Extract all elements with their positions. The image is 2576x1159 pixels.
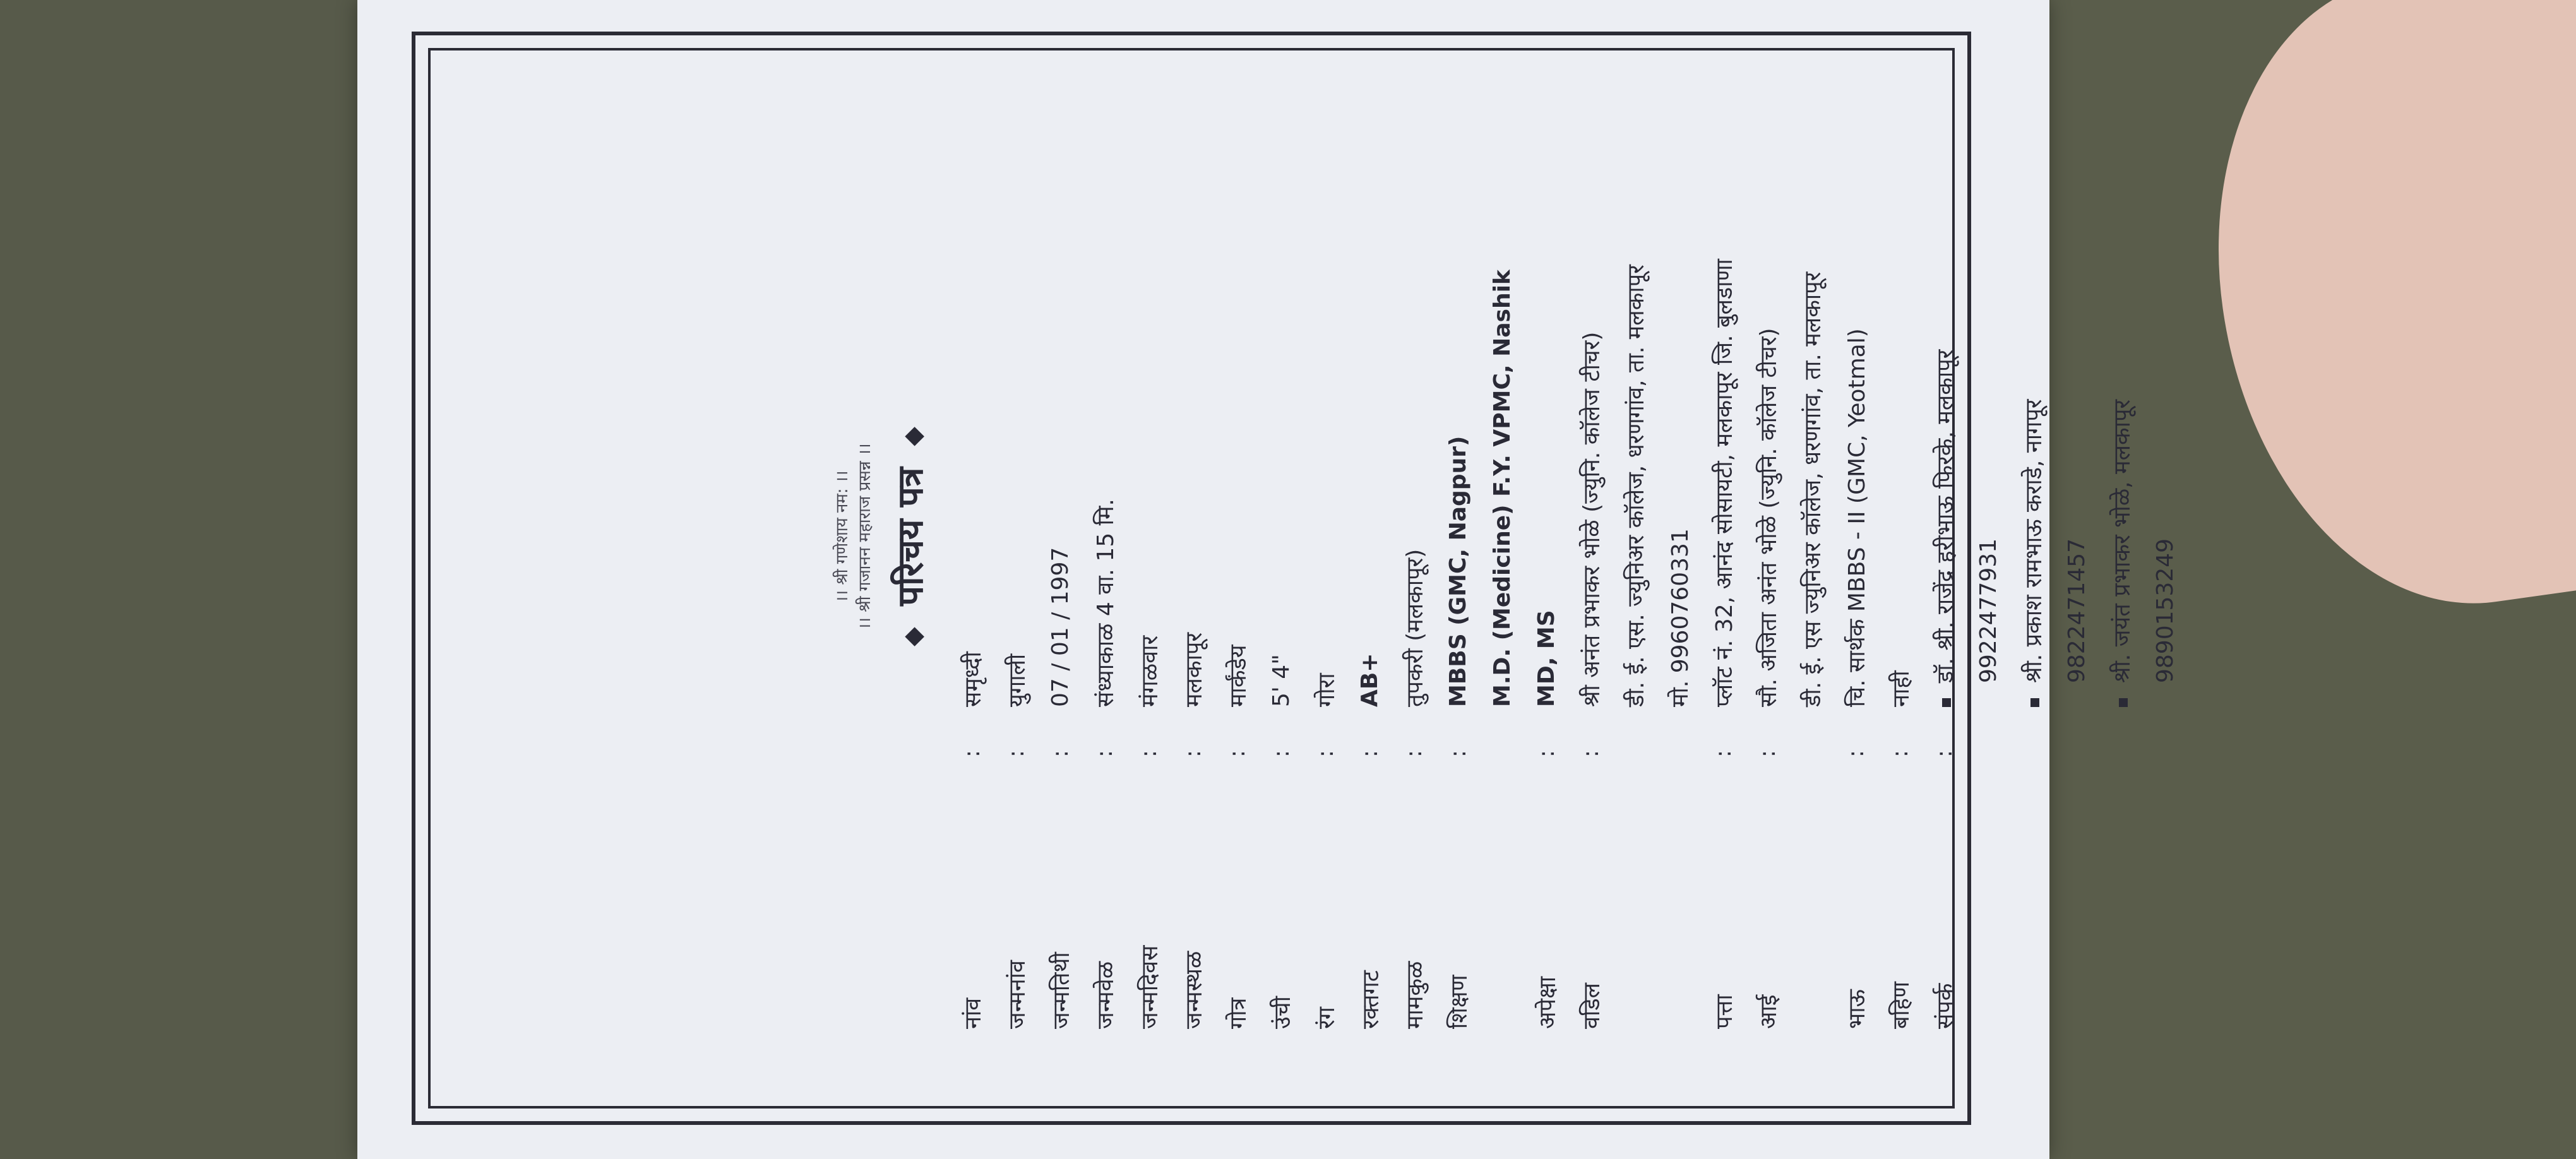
cloth-background-left: [0, 0, 379, 1159]
field-colon: :: [958, 749, 985, 758]
biodata-fields: [950, 0, 2187, 1029]
field-label: वडिल: [1578, 982, 1605, 1029]
field-colon: :: [1931, 749, 1957, 758]
field-colon: :: [1312, 749, 1339, 758]
field-value: मलकापूर: [1181, 632, 1207, 707]
field-value: MD, MS: [1533, 610, 1559, 707]
field-father-line2: [1613, 0, 1657, 1029]
title-text: परिचय पत्र: [890, 467, 931, 606]
field-colon: :: [1003, 749, 1029, 758]
field-value: चि. सार्थक MBBS - II (GMC, Yeotmal): [1844, 328, 1870, 707]
field-label: नांव: [960, 997, 986, 1029]
field-colon: :: [1268, 749, 1294, 758]
diamond-icon: ◆: [898, 427, 927, 446]
field-value: मंगळवार: [1136, 635, 1163, 707]
field-birth-time: [1082, 0, 1126, 1029]
contact-phone: 9822471457: [2063, 538, 2090, 683]
field-birth-date: [1038, 0, 1082, 1029]
field-colon: :: [1135, 749, 1162, 758]
field-label: रक्तगट: [1357, 970, 1384, 1029]
biodata-content: [831, 0, 2178, 1073]
field-colon: :: [1533, 749, 1559, 758]
field-value: मो. 9960760331: [1667, 528, 1693, 707]
field-value: तुपकरी (मलकापूर): [1402, 549, 1428, 707]
field-label: जन्मनांव: [1004, 960, 1030, 1029]
field-colon: :: [1445, 749, 1471, 758]
field-label: रंग: [1313, 1007, 1340, 1029]
field-colon: :: [1091, 749, 1118, 758]
field-label: शिक्षण: [1446, 975, 1472, 1029]
field-blood-group: [1347, 0, 1392, 1029]
biodata-header: [831, 0, 933, 1073]
bullet-icon: [1942, 698, 1951, 707]
field-label: आई: [1755, 994, 1782, 1029]
field-colon: :: [1047, 749, 1073, 758]
field-maternal-family: [1392, 0, 1436, 1029]
field-education-line2: [1480, 0, 1524, 1029]
field-value: 07 / 01 / 1997: [1047, 547, 1073, 707]
field-value: मार्कंडेय: [1225, 645, 1251, 707]
field-label: संपर्क: [1932, 983, 1959, 1029]
paper-sheet: [357, 0, 2178, 1159]
invocation-gajanan: ।। श्री गजानन महाराज प्रसन्न ।।: [856, 443, 874, 630]
field-value: समृध्दी: [960, 651, 986, 707]
field-mother-line2: [1789, 0, 1834, 1029]
field-contact: [1922, 0, 1966, 1029]
contact-name: श्री. प्रकाश रामभाऊ कराडे, नागपूर: [2017, 0, 2048, 707]
field-sister: [1878, 0, 1922, 1029]
field-colon: :: [1577, 749, 1604, 758]
field-brother: [1834, 0, 1878, 1029]
field-colon: :: [1179, 749, 1206, 758]
contact-name-row: [2099, 0, 2143, 1029]
diamond-icon: ◆: [898, 627, 927, 647]
bullet-icon: [2030, 698, 2039, 707]
field-education: [1436, 0, 1480, 1029]
field-colon: :: [1887, 749, 1913, 758]
field-value: संध्याकाळ 4 वा. 15 मि.: [1092, 499, 1119, 707]
field-birth-place: [1171, 0, 1215, 1029]
field-value: 5' 4": [1268, 654, 1294, 707]
field-value: युगाली: [1004, 653, 1030, 707]
contact-phone: 9890153249: [2152, 538, 2178, 683]
contact-phone-row: [2054, 0, 2099, 1029]
field-value: डी. ई. एस. ज्युनिअर कॉलेज, धरणगांव, ता. मलकापूर: [1623, 264, 1649, 707]
bullet-icon: [2119, 698, 2128, 707]
field-colon: :: [1224, 749, 1250, 758]
page-title: [885, 0, 933, 1073]
field-colon: :: [1356, 749, 1383, 758]
field-father-line3: [1657, 0, 1701, 1029]
contact-phone-row: [1966, 0, 2010, 1029]
field-birth-name: [994, 0, 1038, 1029]
field-name: [950, 0, 994, 1029]
field-value: डी. ई. एस ज्युनिअर कॉलेज, धरणगांव, ता. मलकापूर: [1799, 271, 1826, 707]
contact-name: डॉ. श्री. राजेंद्र हरीभाऊ फिरके, मलकापूर: [1929, 0, 1960, 707]
contact-phone-row: [2143, 0, 2187, 1029]
field-colon: :: [1754, 749, 1780, 758]
field-value: नाही: [1888, 670, 1914, 707]
contact-phone: 9922477931: [1975, 538, 2001, 683]
field-label: अपेक्षा: [1534, 976, 1561, 1029]
field-label: पत्ता: [1711, 994, 1738, 1029]
field-colon: :: [1400, 749, 1427, 758]
field-label: भाऊ: [1844, 989, 1870, 1029]
field-label: जन्मवेळ: [1092, 961, 1119, 1029]
field-gotra: [1215, 0, 1259, 1029]
field-expectation: [1524, 0, 1568, 1029]
field-value: प्लॉट नं. 32, आनंद सोसायटी, मलकापूर जि. बुलडाणा: [1711, 259, 1738, 707]
invocation-ganesh: ।। श्री गणेशाय नम: ।।: [833, 470, 852, 603]
field-label: गोत्र: [1225, 997, 1251, 1029]
contact-name: श्री. जयंत प्रभाकर भोळे, मलकापूर: [2106, 0, 2137, 707]
field-address: [1701, 0, 1745, 1029]
field-complexion: [1303, 0, 1347, 1029]
field-label: जन्मस्थळ: [1181, 951, 1207, 1029]
field-value: M.D. (Medicine) F.Y. VPMC, Nashik: [1489, 270, 1515, 707]
field-label: बहिण: [1888, 981, 1914, 1029]
field-height: [1259, 0, 1303, 1029]
field-father: [1568, 0, 1613, 1029]
field-value: गोरा: [1313, 673, 1340, 707]
field-label: जन्मदिवस: [1136, 945, 1163, 1029]
field-mother: [1745, 0, 1789, 1029]
field-colon: :: [1842, 749, 1869, 758]
field-label: मामकुळ: [1402, 961, 1428, 1029]
field-colon: :: [1710, 749, 1736, 758]
field-value: MBBS (GMC, Nagpur): [1445, 436, 1471, 707]
field-value: श्री अनंत प्रभाकर भोळे (ज्युनि. कॉलेज टीचर): [1578, 331, 1605, 707]
field-label: जन्मतिथी: [1048, 952, 1075, 1029]
field-birth-day: [1126, 0, 1171, 1029]
field-label: उंची: [1269, 996, 1296, 1029]
contact-name-row: [2010, 0, 2054, 1029]
field-value: सौ. अजिता अनंत भोळे (ज्युनि. कॉलेज टीचर): [1755, 328, 1782, 707]
field-value: AB+: [1356, 653, 1383, 707]
